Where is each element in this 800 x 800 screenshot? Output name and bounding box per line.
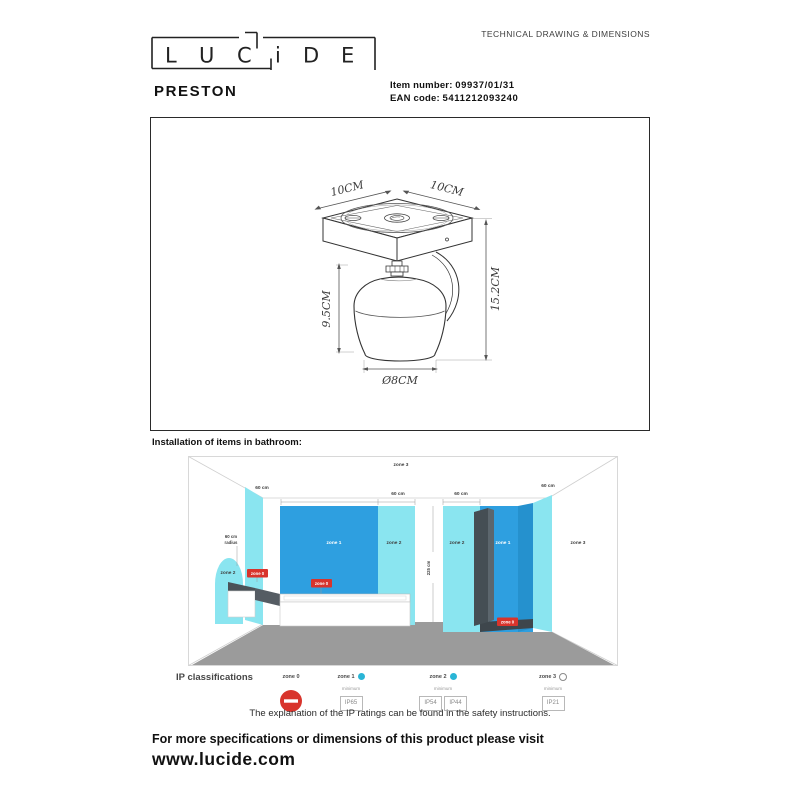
dimension-label-shade-height: 9.5CM xyxy=(320,290,333,328)
washbasin xyxy=(228,591,255,617)
ip-zone1-label: zone 1 xyxy=(337,673,355,680)
item-number-row xyxy=(390,80,518,93)
document-type-heading: TECHNICAL DRAWING & DIMENSIONS xyxy=(481,29,650,39)
zone2-bath-label: zone 2 xyxy=(386,541,402,546)
ip-zone3-label: zone 3 xyxy=(538,673,557,680)
ip-zone0-label: zone 0 xyxy=(282,673,300,680)
zone2-dot-icon xyxy=(450,673,457,680)
ip-zone3-group xyxy=(532,668,574,711)
ip-zone3-minimum: minimum xyxy=(543,686,563,691)
zone1-bath-label: zone 1 xyxy=(326,541,342,546)
dimension-label-total-height: 15.2CM xyxy=(489,266,502,312)
zone2-basin-label: zone 2 xyxy=(220,571,236,576)
shower-partition-edge xyxy=(488,508,494,622)
ip-zone1-group xyxy=(330,668,372,711)
logo-letter: L xyxy=(165,43,177,68)
ip-rating-box-ip44: IP44 xyxy=(444,696,467,711)
logo-letter: E xyxy=(341,43,355,68)
measure-60cm-bath: 60 cm xyxy=(391,492,405,497)
zone3-wall-label: zone 3 xyxy=(570,541,586,546)
zone2-shower-label: zone 2 xyxy=(449,541,465,546)
dimension-label-width-right: 10CM xyxy=(428,178,465,199)
zone2-corner-strip-right xyxy=(533,495,552,632)
measure-225cm: 225 cm xyxy=(426,560,431,576)
ip-zone2-group xyxy=(418,668,468,711)
radius-label-word: radius xyxy=(224,540,238,545)
logo-letter: D xyxy=(303,43,320,68)
bathroom-zones-diagram xyxy=(188,456,618,666)
fixture-technical-drawing xyxy=(250,148,550,418)
dome-shade xyxy=(354,277,446,361)
bathtub-front xyxy=(280,602,410,626)
zone0-badge-bathtub-label: zone 0 xyxy=(314,581,329,586)
ean-code-row xyxy=(390,93,518,106)
shower-partition xyxy=(474,508,488,626)
ip-zone2-minimum: minimum xyxy=(433,686,453,691)
zone3-ceiling-label: zone 3 xyxy=(393,463,409,468)
zone1-dot-icon xyxy=(358,673,365,680)
zone1-shower-label: zone 1 xyxy=(495,541,511,546)
logo-letters xyxy=(165,44,354,68)
screw-slot-right xyxy=(433,215,449,220)
ean-code-label: EAN code: xyxy=(390,92,440,104)
measure-60cm-shower: 60 cm xyxy=(454,492,468,497)
ean-code-value: 5411212093240 xyxy=(442,92,519,104)
dimension-label-diameter: Ø8CM xyxy=(382,374,418,387)
ip-zone1-minimum: minimum xyxy=(341,686,361,691)
measure-60cm-left: 60 cm xyxy=(255,486,269,491)
mounting-plate xyxy=(323,199,472,261)
bathtub-rim xyxy=(280,594,410,602)
lucide-logo xyxy=(151,24,377,70)
zone0-badge-basin-label: zone 0 xyxy=(250,571,265,576)
footer-website-link[interactable]: www.lucide.com xyxy=(152,749,296,769)
item-number-value: 09937/01/31 xyxy=(455,80,515,91)
radius-label-value: 60 cm xyxy=(224,534,238,539)
ip-rating-box-ip21: IP21 xyxy=(542,696,565,711)
fixture-joint xyxy=(386,261,408,276)
bathroom-section-title: Installation of items in bathroom: xyxy=(152,437,302,448)
ip-rating-box-ip54: IP54 xyxy=(419,696,442,711)
footer-text: For more specifications or dimensions of this product please visit xyxy=(152,732,544,746)
screw-slot-left xyxy=(345,215,361,220)
ip-zone2-label: zone 2 xyxy=(429,673,447,680)
item-number-label: Item number: xyxy=(390,80,453,91)
zone1-panel-shower-side xyxy=(518,503,533,632)
ip-ratings-caption: The explanation of the IP ratings can be found in the safety instructions. xyxy=(249,708,551,719)
measure-60cm-right: 60 cm xyxy=(541,484,555,489)
logo-letter: C xyxy=(237,43,252,68)
logo-letter: U xyxy=(199,43,215,68)
dimension-label-width-left: 10CM xyxy=(329,178,366,199)
ip-rating-box-ip65: IP65 xyxy=(340,696,363,711)
logo-letter: i xyxy=(275,43,281,68)
zone0-badge-shower-label: zone 0 xyxy=(500,619,515,625)
product-name: PRESTON xyxy=(154,83,238,100)
product-codes xyxy=(390,80,518,105)
zone3-dot-icon xyxy=(559,673,567,681)
ip-classifications-title: IP classifications xyxy=(176,672,253,683)
